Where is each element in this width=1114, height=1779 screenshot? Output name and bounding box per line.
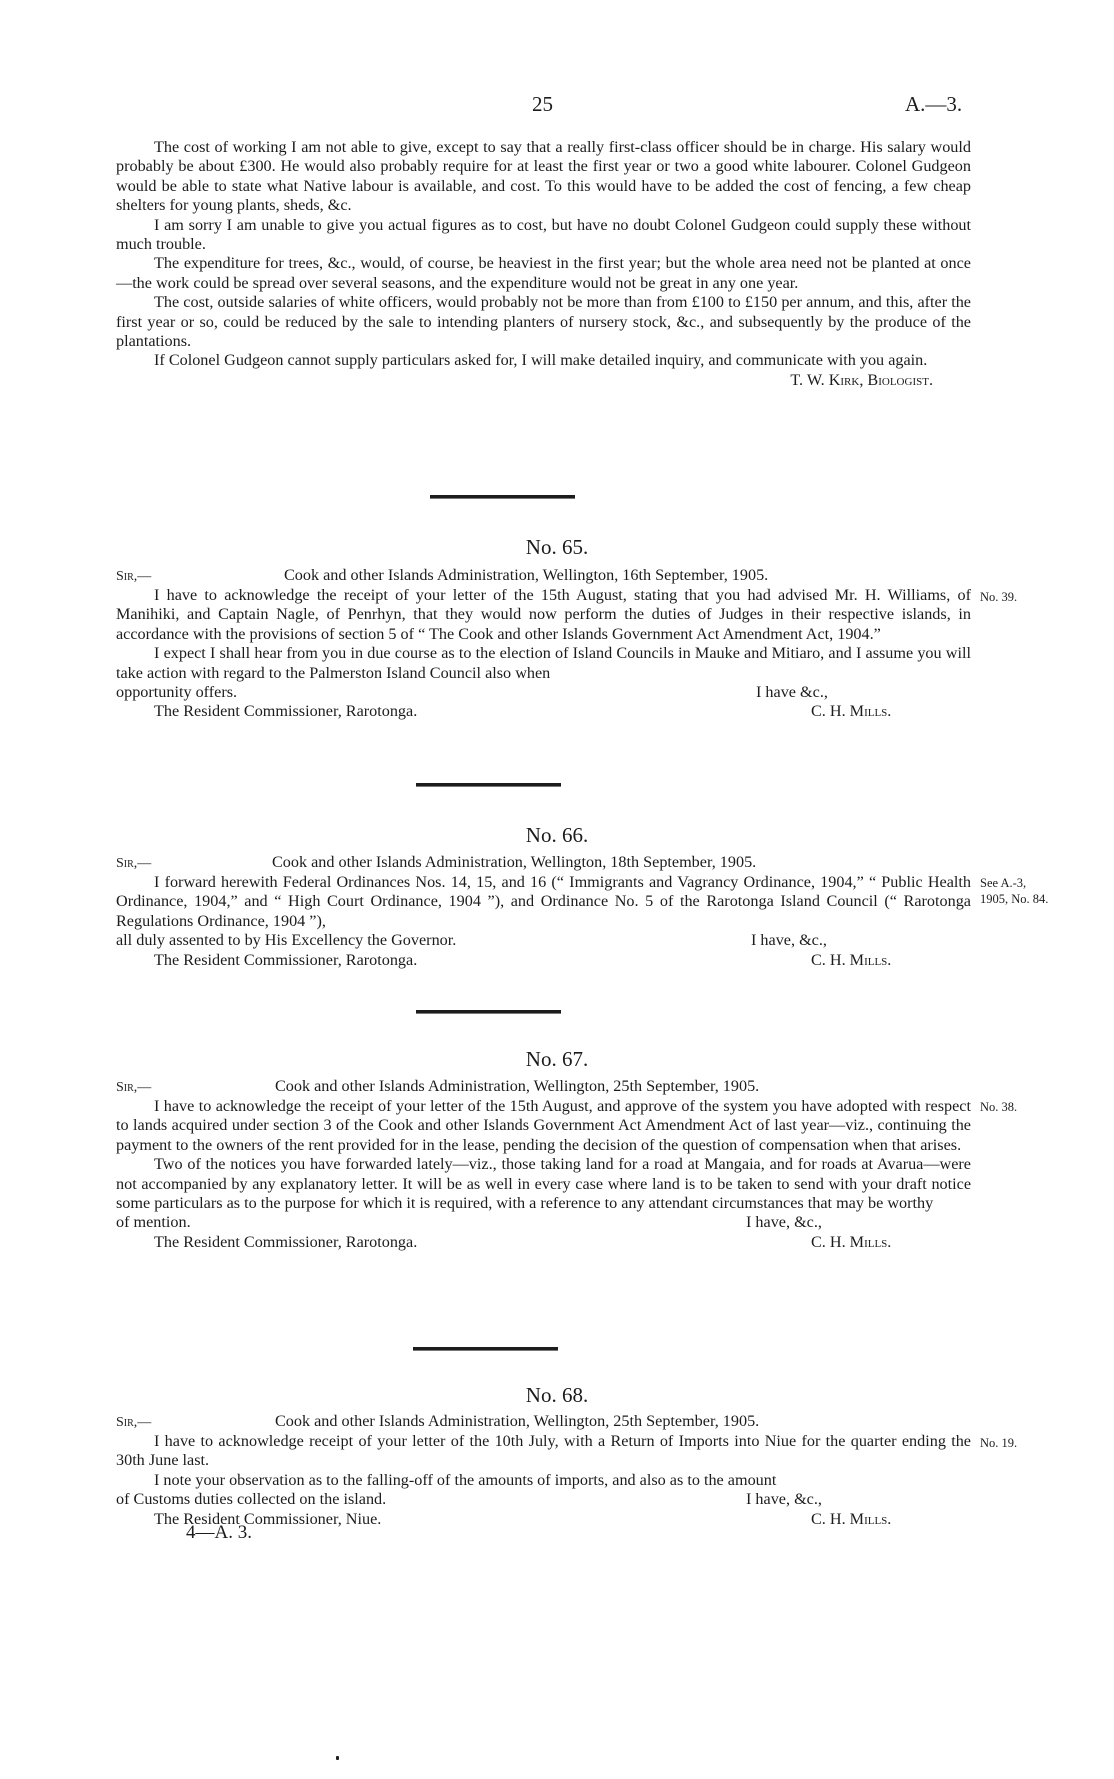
margin-reference-line: 1905, No. 84. [980, 892, 1049, 906]
letter-paragraph-end: of mention. [116, 1213, 191, 1232]
salutation: Sir,— [116, 569, 152, 584]
intro-section [116, 138, 971, 390]
letter-body [116, 586, 971, 722]
recipient: The Resident Commissioner, Rarotonga. [154, 702, 418, 721]
closing-line [116, 1213, 971, 1232]
page-number: 25 [532, 92, 553, 116]
dateline: Cook and other Islands Administration, Wellington, 25th September, 1905. [275, 1077, 760, 1095]
recipient: The Resident Commissioner, Rarotonga. [154, 1232, 418, 1251]
letter-paragraph-end: all duly assented to by His Excellency the Governor. [116, 931, 457, 950]
recipient: The Resident Commissioner, Rarotonga. [154, 950, 418, 969]
letter-paragraph-end: of Customs duties collected on the island. [116, 1490, 387, 1509]
letter-paragraph: I have to acknowledge receipt of your letter of the 10th July, with a Return of Imports into Niue for the quarter ending the 30th June last. [116, 1432, 971, 1470]
letter-paragraph: I expect I shall hear from you in due course as to the election of Island Councils in Mauke and Mitiaro, and I assume you will take action with regard to the Palmerston Island Council also when [116, 644, 971, 682]
intro-paragraph: I am sorry I am unable to give you actual figures as to cost, but have no doubt Colonel Gudgeon could supply these without much trouble. [116, 215, 971, 254]
closing-line [116, 683, 971, 702]
margin-reference: No. 38. [980, 1100, 1018, 1114]
letter-number: No. 66. [525, 823, 589, 847]
letter-number: No. 67. [525, 1047, 589, 1071]
letter-paragraph: I forward herewith Federal Ordinances Nos. 14, 15, and 16 (“ Immigrants and Vagrancy Ordinance, 1904,” “ Public Health Ordinance, 1904,” and “ High Court Ordinance, 1904 ”), and Ordinance No. 5 of the Rarotonga Island Council (“ Rarotonga Regulations Ordinance, 1904 ”), [116, 873, 971, 930]
sheet-signature: 4—A. 3. [186, 1522, 252, 1543]
margin-reference-line: See A.-3, [980, 876, 1027, 890]
closing-line [116, 1490, 971, 1509]
intro-paragraph: If Colonel Gudgeon cannot supply particulars asked for, I will make detailed inquiry, and communicate with you again. [154, 351, 928, 370]
margin-reference: No. 39. [980, 590, 1018, 604]
recipient-line [116, 951, 971, 970]
section-divider [413, 1347, 558, 1351]
signatory: C. H. Mills. [811, 950, 892, 969]
intro-paragraph: The cost of working I am not able to give, except to say that a really first-class officer should be in charge. His salary would probably be about £300. He would also probably require for at least the first year or two a good white labourer. Colonel Gudgeon would be able to state what Native labour is available, and cost. To this would have to be added the cost of fencing, a few cheap shelters for young plants, sheds, &c. [116, 138, 971, 215]
signatory: C. H. Mills. [811, 1509, 892, 1528]
closing: I have, &c., [751, 931, 827, 950]
closing: I have &c., [756, 683, 828, 702]
dateline: Cook and other Islands Administration, Wellington, 16th September, 1905. [284, 566, 769, 584]
dateline: Cook and other Islands Administration, Wellington, 18th September, 1905. [272, 853, 757, 871]
letter-paragraph-end: opportunity offers. [116, 683, 238, 702]
salutation: Sir,— [116, 856, 152, 871]
signatory: C. H. Mills. [811, 702, 892, 721]
letter-body [116, 1432, 971, 1529]
recipient-line [116, 702, 971, 721]
recipient: The Resident Commissioner, Niue. [154, 1509, 382, 1528]
recipient-line [116, 1233, 971, 1252]
signatory: C. H. Mills. [811, 1232, 892, 1251]
intro-paragraph: The expenditure for trees, &c., would, of course, be heaviest in the first year; but the whole area need not be planted at once—the work could be spread over several seasons, and the expenditure would not be great in any one year. [116, 254, 971, 292]
section-divider [430, 495, 575, 499]
letter-body [116, 873, 971, 970]
intro-signature: T. W. Kirk, Biologist. [790, 370, 933, 389]
closing: I have, &c., [746, 1490, 822, 1509]
section-divider [416, 783, 561, 787]
dateline: Cook and other Islands Administration, Wellington, 25th September, 1905. [275, 1412, 760, 1430]
margin-reference [980, 875, 1048, 907]
ink-speck [336, 1756, 339, 1760]
letter-body [116, 1097, 971, 1252]
letter-number: No. 68. [525, 1383, 589, 1407]
salutation: Sir,— [116, 1415, 152, 1430]
letter-paragraph: I have to acknowledge the receipt of your letter of the 15th August, and approve of the system you have adopted with respect to lands acquired under section 3 of the Cook and other Islands Government Act Amendment Act of last year—viz., continuing the payment to the owners of the rent provided for in the lease, pending the decision of the question of compensation when that arises. [116, 1097, 971, 1154]
letter-paragraph: Two of the notices you have forwarded lately—viz., those taking land for a road at Mangaia, and for roads at Avarua—were not accompanied by any explanatory letter. It will be as well in every case where land is to be taken to send with your draft notice some particulars as to the purpose for which it is required, with a reference to any attendant circumstances that may be worthy [116, 1155, 971, 1213]
letter-paragraph: I note your observation as to the falling-off of the amounts of imports, and also as to the amount [154, 1470, 777, 1489]
margin-reference: No. 19. [980, 1436, 1018, 1450]
closing: I have, &c., [746, 1213, 822, 1232]
closing-line [116, 931, 971, 950]
letter-paragraph: I have to acknowledge the receipt of your letter of the 15th August, stating that you had advised Mr. H. Williams, of Manihiki, and Captain Nagle, of Penrhyn, that they would now perform the duties of Judges in their respective islands, in accordance with the provisions of section 5 of “ The Cook and other Islands Government Act Amendment Act, 1904.” [116, 586, 971, 643]
letter-number: No. 65. [525, 535, 589, 559]
intro-paragraph: The cost, outside salaries of white officers, would probably not be more than from £100 to £150 per annum, and this, after the first year or so, could be reduced by the sale to intending planters of nursery stock, &c., and subsequently by the produce of the plantations. [116, 293, 971, 351]
document-reference: A.—3. [905, 92, 963, 116]
salutation: Sir,— [116, 1080, 152, 1095]
section-divider [416, 1010, 561, 1014]
